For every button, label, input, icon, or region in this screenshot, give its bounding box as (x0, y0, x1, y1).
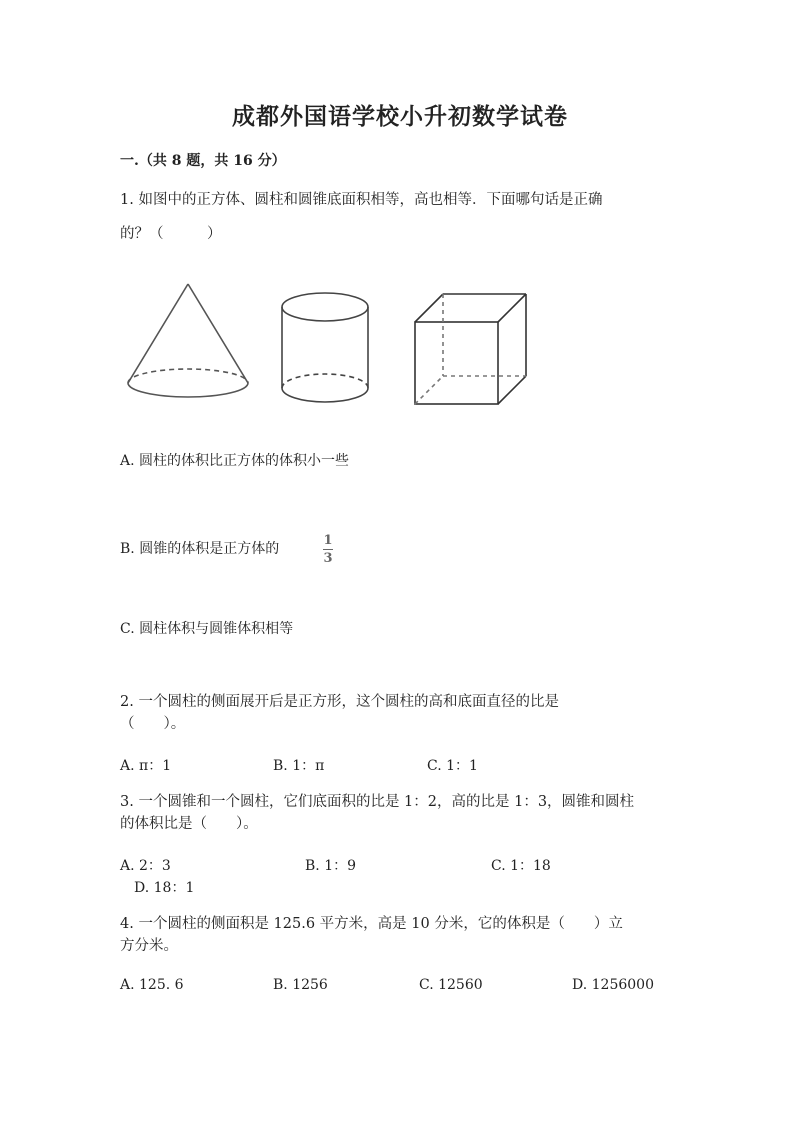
question-3-line-1: 3. 一个圆锥和一个圆柱，它们底面积的比是 1：2，高的比是 1：3，圆锥和圆柱 (120, 794, 635, 810)
question-4-line-1: 4. 一个圆柱的侧面积是 125.6 平方米，高是 10 分米，它的体积是（ ）立 (120, 916, 623, 932)
cylinder-icon (282, 293, 368, 402)
question-3-option-b[interactable]: B. 1：9 (305, 858, 357, 874)
question-3-option-d[interactable]: D. 18：1 (134, 880, 195, 896)
exam-title: 成都外国语学校小升初数学试卷 (232, 103, 568, 130)
question-3-line-2: 的体积比是（ ）。 (120, 816, 258, 832)
cone-icon (128, 284, 248, 397)
question-4-option-a[interactable]: A. 125. 6 (120, 977, 184, 993)
fraction-bar (323, 549, 333, 550)
question-1-option-b[interactable]: B. 圆锥的体积是正方体的 (120, 541, 280, 557)
question-4-option-c[interactable]: C. 12560 (419, 977, 483, 993)
question-2-line-1: 2. 一个圆柱的侧面展开后是正方形，这个圆柱的高和底面直径的比是 (120, 694, 559, 710)
question-3-option-c[interactable]: C. 1：18 (491, 858, 551, 874)
fraction-one-third (323, 533, 333, 566)
question-2-option-b[interactable]: B. 1：π (273, 758, 325, 774)
section-heading: 一.（共 8 题，共 16 分） (120, 153, 286, 169)
fraction-numerator: 1 (323, 533, 333, 548)
question-1-option-c[interactable]: C. 圆柱体积与圆锥体积相等 (120, 621, 294, 637)
question-4-option-b[interactable]: B. 1256 (273, 977, 328, 993)
question-2-option-a[interactable]: A. π：1 (120, 758, 172, 774)
fraction-denominator: 3 (323, 551, 333, 566)
question-2-option-c[interactable]: C. 1：1 (427, 758, 478, 774)
cube-icon (415, 294, 526, 404)
question-1-line-2: 的？（ ） (120, 226, 222, 242)
question-4-option-d[interactable]: D. 1256000 (572, 977, 654, 993)
question-3-option-a[interactable]: A. 2：3 (120, 858, 171, 874)
question-4-line-2: 方分米。 (120, 938, 178, 954)
question-1-option-a[interactable]: A. 圆柱的体积比正方体的体积小一些 (120, 453, 350, 469)
question-2-line-2: （ ）。 (120, 716, 186, 732)
question-1-line-1: 1. 如图中的正方体、圆柱和圆锥底面积相等，高也相等．下面哪句话是正确 (120, 192, 603, 208)
